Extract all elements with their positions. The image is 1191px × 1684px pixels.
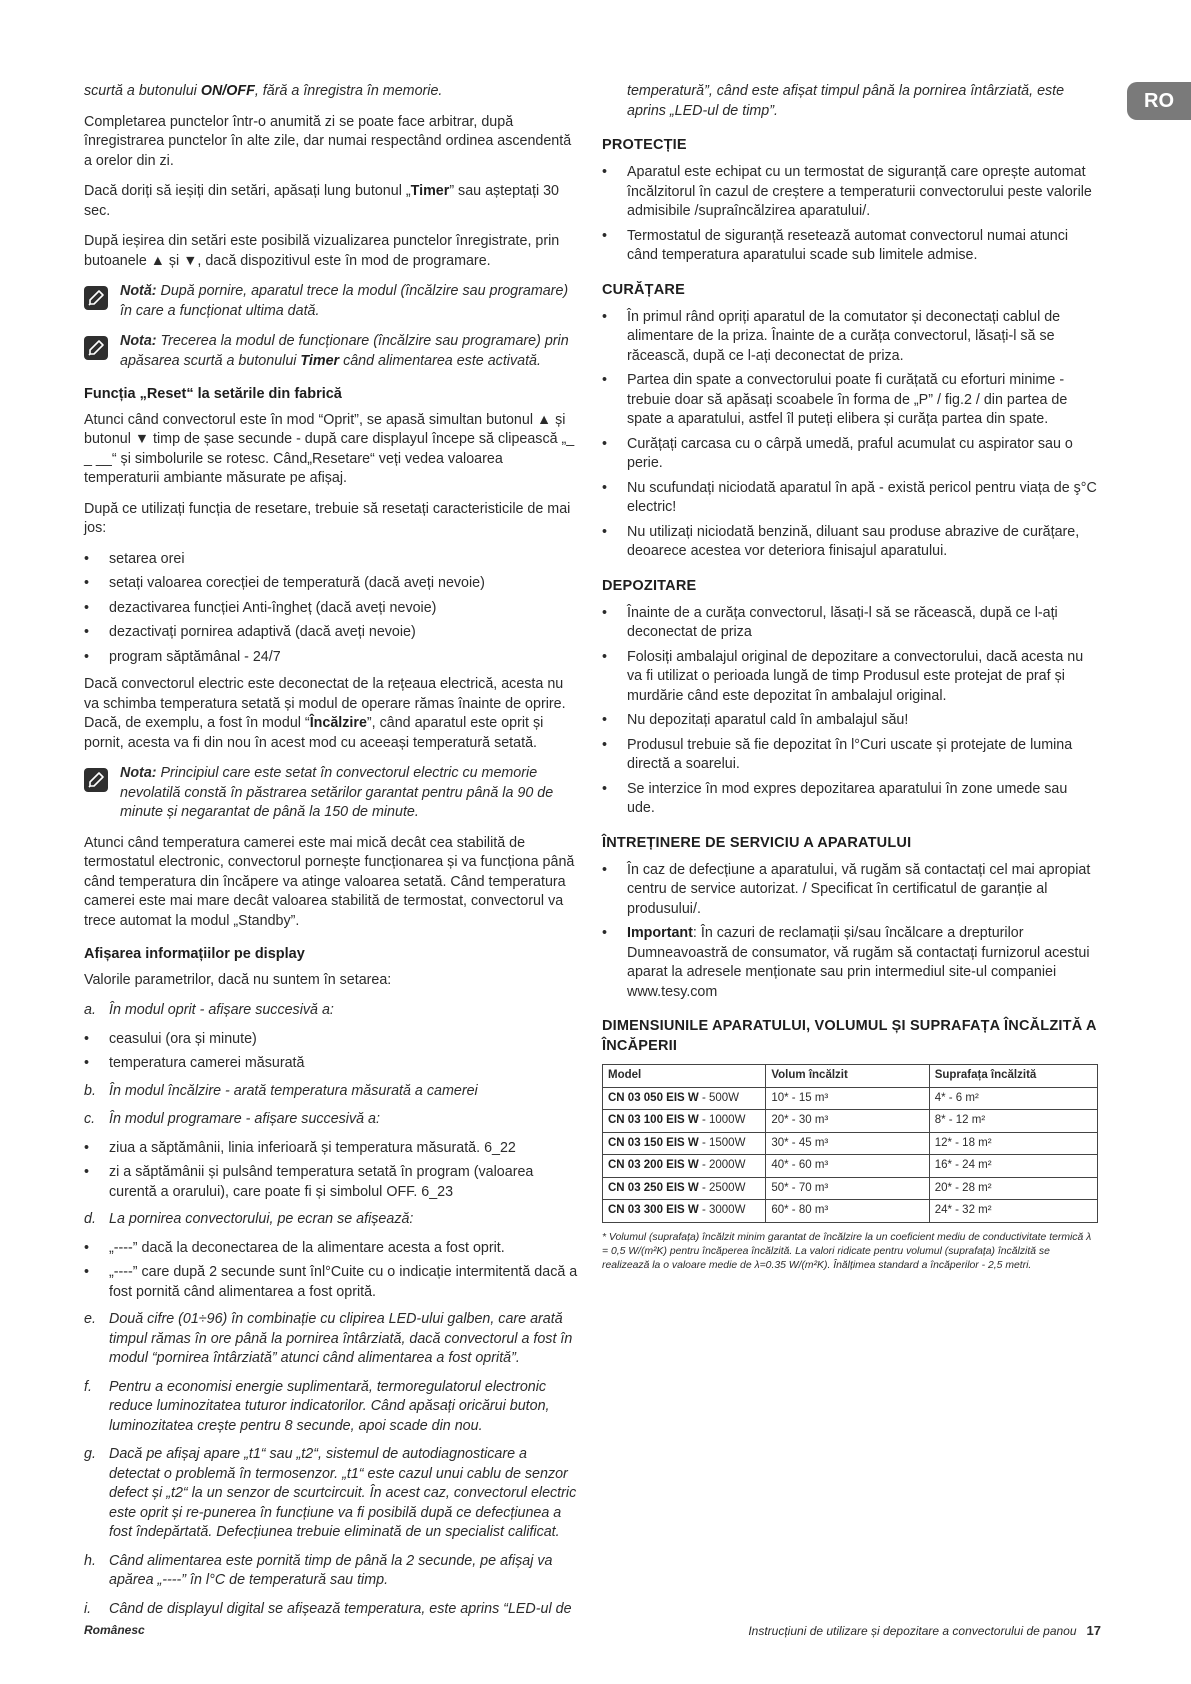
language-tab: RO <box>1127 82 1191 120</box>
right-column <box>602 82 1098 1273</box>
reset-after-paragraph: După ce utilizați funcția de resetare, trebuie să resetați caracteristicile de mai jos: <box>84 500 571 536</box>
list-item: • Termostatul de siguranță resetează automat convectorul numai atunci când temperatura aparatului scade sub limitele admise. <box>602 227 1098 266</box>
list-item: • „----” dacă la deconectarea de la alimentare acesta a fost oprit. <box>84 1239 580 1259</box>
paragraph-onoff: scurtă a butonului ON/OFF, fără a înregistra în memorie. <box>84 83 443 99</box>
footer-title: Instrucțiuni de utilizare și depozitare a convectorului de panou 17 <box>748 1623 1101 1638</box>
list-item: • ceasului (ora și minute) <box>84 1030 580 1050</box>
model-cell: CN 03 150 EIS W <box>608 1136 699 1149</box>
reset-list <box>84 550 580 668</box>
area-cell: 8* - 12 m² <box>929 1110 1097 1133</box>
up-arrow-icon: ▲ <box>150 252 165 269</box>
list-item: • Folosiți ambalajul original de depozitare a convectorului, dacă acesta nu va fi utilizat o perioada lungă de timp Produsul este protejat de praf și murdărie când este depozitat în ambalajul original. <box>602 648 1098 707</box>
list-item: • În primul rând opriți aparatul de la comutator și deconectați cablul de alimentare de la priza. Înainte de a curăța convectorul, lăsați-l să se răcească, după ce l-ați deconectat de priza. <box>602 308 1098 367</box>
table-row: CN 03 150 EIS W - 1500W 30* - 45 m³ 12* - 18 m² <box>603 1132 1098 1155</box>
list-item: • Aparatul este echipat cu un termostat de siguranță care oprește automat încălzitorul în cazul de creștere a temperaturii convectorului peste valorile admisibile /supraîncălzirea aparatului/. <box>602 163 1098 222</box>
up-arrow-icon: ▲ <box>536 411 552 428</box>
list-item: • Produsul trebuie să fie depozitat în l°Curi uscate și protejate de lumina directă a soarelui. <box>602 736 1098 775</box>
dimensions-heading: DIMENSIUNILE APARATULUI, VOLUMUL ȘI SUPRAFAȚA ÎNCĂLZITĂ A ÎNCĂPERII <box>602 1018 1097 1054</box>
area-cell: 4* - 6 m² <box>929 1087 1097 1110</box>
curatare-list <box>602 308 1098 562</box>
protectie-list <box>602 163 1098 266</box>
display-paragraph: Valorile parametrilor, dacă nu suntem în setarea: <box>84 971 392 988</box>
paragraph-thermostat: Atunci când temperatura camerei este mai mică decât cea stabilită de termostatul electronic, convectorul pornește funcționarea și va funcționa până când temperatura din încăpere va atinge valoarea setată. Când temperatura camerei este mai mare decât valoarea stabilită de termostat, convectorul va trece automat la modul „Standby”. <box>84 834 575 929</box>
column-header: Suprafața încălzită <box>929 1065 1097 1088</box>
list-a <box>84 1030 580 1074</box>
area-cell: 20* - 28 m² <box>929 1177 1097 1200</box>
lettered-item-a: a. În modul oprit - afișare succesivă a: <box>84 1002 334 1018</box>
table-header-row <box>603 1065 1098 1088</box>
paragraph-exit: Dacă doriți să ieșiți din setări, apăsați lung butonul „Timer” sau așteptați 30 sec. <box>84 183 559 219</box>
area-cell: 12* - 18 m² <box>929 1132 1097 1155</box>
list-item: • setarea orei <box>84 550 580 570</box>
continued-text: temperatură”, când este afișat timpul până la pornirea întârziată, este aprins „LED-ul de timp”. <box>627 83 1065 119</box>
note-block: Nota: Trecerea la modul de funcționare (încălzire sau programare) prin apăsarea scurtă a butonului Timer când alimentarea este activată. <box>84 332 580 371</box>
down-arrow-icon: ▼ <box>134 431 150 447</box>
paragraph-points: Completarea punctelor într-o anumită zi se poate face arbitrar, după înregistrarea punctelor în alte zile, dar numai respectând ordinea ascendentă a orelor din zi. <box>84 113 572 169</box>
lettered-item-f: f. Pentru a economisi energie suplimentară, termoregulatorul electronic reduce luminozitatea tuturor indicatorilor. Când apăsați oricărui buton, luminozitatea crește pentru 8 secunde, apoi scade din nou. <box>84 1378 550 1434</box>
list-item: • Nu utilizați niciodată benzină, diluant sau produse abrazive de curățare, deoarece acestea vor deteriora finisajul aparatului. <box>602 523 1098 562</box>
depozitare-list <box>602 604 1098 819</box>
area-cell: 16* - 24 m² <box>929 1155 1097 1178</box>
list-item: • dezactivarea funcției Anti-îngheț (dacă aveți nevoie) <box>84 599 580 619</box>
footer-language: Românesc <box>84 1623 145 1637</box>
down-arrow-icon: ▼ <box>183 252 198 269</box>
lettered-item-e: e. Două cifre (01÷96) în combinație cu clipirea LED-ului galben, care arată timpul rămas în ore până la pornirea întârziată, dacă convectorul a fost în modul “pornirea întârziată” atunci când alimentarea a fost oprită”. <box>84 1311 573 1366</box>
paragraph-disconnect: Dacă convectorul electric este deconectat de la rețeaua electrică, acesta nu va schimba temperatura setată și modul de operare rămas înainte de oprire. Dacă, de exemplu, a fost în modul “Încălzire”, când aparatul este oprit și pornit, acesta va fi din nou în acest mod cu aceeași temperatură setată. <box>84 676 566 751</box>
volume-cell: 40* - 60 m³ <box>766 1155 929 1178</box>
list-item: • Se interzice în mod expres depozitarea aparatului în zone umede sau ude. <box>602 780 1098 819</box>
table-footnote: * Volumul (suprafața) încălzit minim garantat de încălzire la un coeficient mediu de conductivitate termică λ = 0,5 W/(m²K) pentru încăperea încălzită. La valori ridicate pentru volumul (suprafața) încălzită se realizează la o valoare medie de λ=0.35 W/(m²K). Înălțimea standard a încăperilor - 2,5 metri. <box>602 1231 1092 1271</box>
lettered-item-g: g. Dacă pe afișaj apare „t1“ sau „t2“, sistemul de autodiagnosticare a detectat o problemă în termosenzor. „t1“ este cazul unui cablu de senzor defect și „t2“ la un senzor de scurtcircuit. În acest caz, convectorul electric este oprit și re-punerea în funcțiune va fi posibilă după ce defecțiunea a fost îndepărtată. Defecțiunea trebuie eliminată de un specialist calificat. <box>84 1446 577 1540</box>
pencil-note-icon <box>84 286 108 310</box>
list-item: • Important: În cazuri de reclamații și/sau încălcare a drepturilor Dumneavoastră de consumator, vă rugăm să contactați furnizorul acestui aparat la adresele menționate sau prin intermediul site-ul companiei www.tesy.com <box>602 924 1098 1002</box>
list-item: • Nu depozitați aparatul cald în ambalajul său! <box>602 711 1098 731</box>
list-item: • Partea din spate a convectorului poate fi curățată cu eforturi minime - trebuie doar să apăsați scoabele în forma de „P” / fig.2 / din partea de spate a aparatului, astfel îl puteți elibera și curăța partea din spate. <box>602 371 1098 430</box>
model-cell: CN 03 200 EIS W <box>608 1159 699 1171</box>
protectie-heading: PROTECȚIE <box>602 137 687 153</box>
curatare-heading: CURĂȚARE <box>602 281 685 298</box>
area-cell: 24* - 32 m² <box>929 1200 1097 1223</box>
list-item: • temperatura camerei măsurată <box>84 1054 580 1074</box>
list-item: • Nu scufundați niciodată aparatul în apă - există pericol pentru viața de ş°C electric! <box>602 479 1098 518</box>
left-column <box>84 82 580 1628</box>
model-cell: CN 03 250 EIS W <box>608 1181 699 1194</box>
lettered-item-d: d. La pornirea convectorului, pe ecran se afișează: <box>84 1211 414 1227</box>
list-item: • setați valoarea corecției de temperatură (dacă aveți nevoie) <box>84 574 580 594</box>
table-row: CN 03 250 EIS W - 2500W 50* - 70 m³ 20* - 28 m² <box>603 1177 1098 1200</box>
list-item: • „----” care după 2 secunde sunt înl°Cuite cu o indicație intermitentă dacă a fost pornită când alimentarea a fost oprită. <box>84 1263 580 1302</box>
lettered-item-i: i. Când de displayul digital se afișează temperatura, este aprins “LED-ul de <box>84 1600 572 1617</box>
list-item: • În caz de defecțiune a aparatului, vă rugăm să contactați cel mai apropiat centru de service autorizat. / Specificat în certificatul de garanție al produsului/. <box>602 861 1098 920</box>
volume-cell: 30* - 45 m³ <box>766 1132 929 1155</box>
reset-heading: Funcția „Reset“ la setările din fabrică <box>84 386 342 402</box>
volume-cell: 20* - 30 m³ <box>766 1110 929 1133</box>
list-d <box>84 1239 580 1303</box>
volume-cell: 50* - 70 m³ <box>766 1177 929 1200</box>
lettered-item-c: c. În modul programare - afișare succesivă a: <box>84 1111 380 1127</box>
list-item: • ziua a săptămânii, linia inferioară și temperatura măsurată. 6_22 <box>84 1139 580 1159</box>
table-row: CN 03 050 EIS W - 500W 10* - 15 m³ 4* - 6 m² <box>603 1087 1098 1110</box>
volume-cell: 10* - 15 m³ <box>766 1087 929 1110</box>
depozitare-heading: DEPOZITARE <box>602 577 697 594</box>
table-row: CN 03 200 EIS W - 2000W 40* - 60 m³ 16* - 24 m² <box>603 1155 1098 1178</box>
list-item: • Curățați carcasa cu o cârpă umedă, praful acumulat cu aspirator sau o perie. <box>602 435 1098 474</box>
reset-paragraph: Atunci când convectorul este în mod “Oprit”, se apasă simultan butonul ▲ și butonul ▼ timp de șase secunde - după care displayul începe să clipească „_ _ __“ și simbolurile se rotesc. Când„Resetare“ veți vedea valoarea temperaturii ambiante măsurate pe afișaj. <box>84 411 575 486</box>
volume-cell: 60* - 80 m³ <box>766 1200 929 1223</box>
paragraph-view: După ieșirea din setări este posibilă vizualizarea punctelor înregistrate, prin butoanele ▲ și ▼, dacă dispozitivul este în mod de programare. <box>84 232 580 271</box>
page-number: 17 <box>1086 1623 1101 1638</box>
model-cell: CN 03 100 EIS W <box>608 1114 699 1126</box>
display-heading: Afișarea informațiilor pe display <box>84 946 305 962</box>
list-item: • dezactivați pornirea adaptivă (dacă aveți nevoie) <box>84 623 580 643</box>
pencil-note-icon <box>84 768 108 792</box>
pencil-note-icon <box>84 336 108 360</box>
dimensions-table <box>602 1064 1098 1223</box>
model-cell: CN 03 300 EIS W <box>608 1204 699 1216</box>
service-list <box>602 861 1098 1003</box>
column-header: Model <box>603 1065 766 1088</box>
lettered-item-b: b. În modul încălzire - arată temperatura măsurată a camerei <box>84 1082 478 1099</box>
list-item: • zi a săptămânii și pulsând temperatura setată în program (valoarea curentă a orarului), care poate fi și simbolul OFF. 6_23 <box>84 1163 580 1202</box>
table-row: CN 03 100 EIS W - 1000W 20* - 30 m³ 8* - 12 m² <box>603 1110 1098 1133</box>
lettered-item-h: h. Când alimentarea este pornită timp de până la 2 secunde, pe afișaj va apărea „----” în l°C de temperatură sau timp. <box>84 1552 553 1588</box>
service-heading: ÎNTREȚINERE DE SERVICIU A APARATULUI <box>602 834 912 851</box>
list-c <box>84 1139 580 1203</box>
model-cell: CN 03 050 EIS W <box>608 1091 699 1104</box>
table-row: CN 03 300 EIS W - 3000W 60* - 80 m³ 24* - 32 m² <box>603 1200 1098 1223</box>
note-block: Nota: Principiul care este setat în convectorul electric cu memorie nevolatilă constă în păstrarea setărilor garantat pentru până la 90 de minute și negarantat de până la 150 de minute. <box>84 764 580 823</box>
list-item: • program săptămânal - 24/7 <box>84 648 580 668</box>
note-block: Notă: După pornire, aparatul trece la modul (încălzire sau programare) în care a funcționat ultima dată. <box>84 282 580 321</box>
list-item: • Înainte de a curăța convectorul, lăsați-l să se răcească, după ce l-ați deconectat de priza <box>602 604 1098 643</box>
column-header: Volum încălzit <box>766 1065 929 1088</box>
